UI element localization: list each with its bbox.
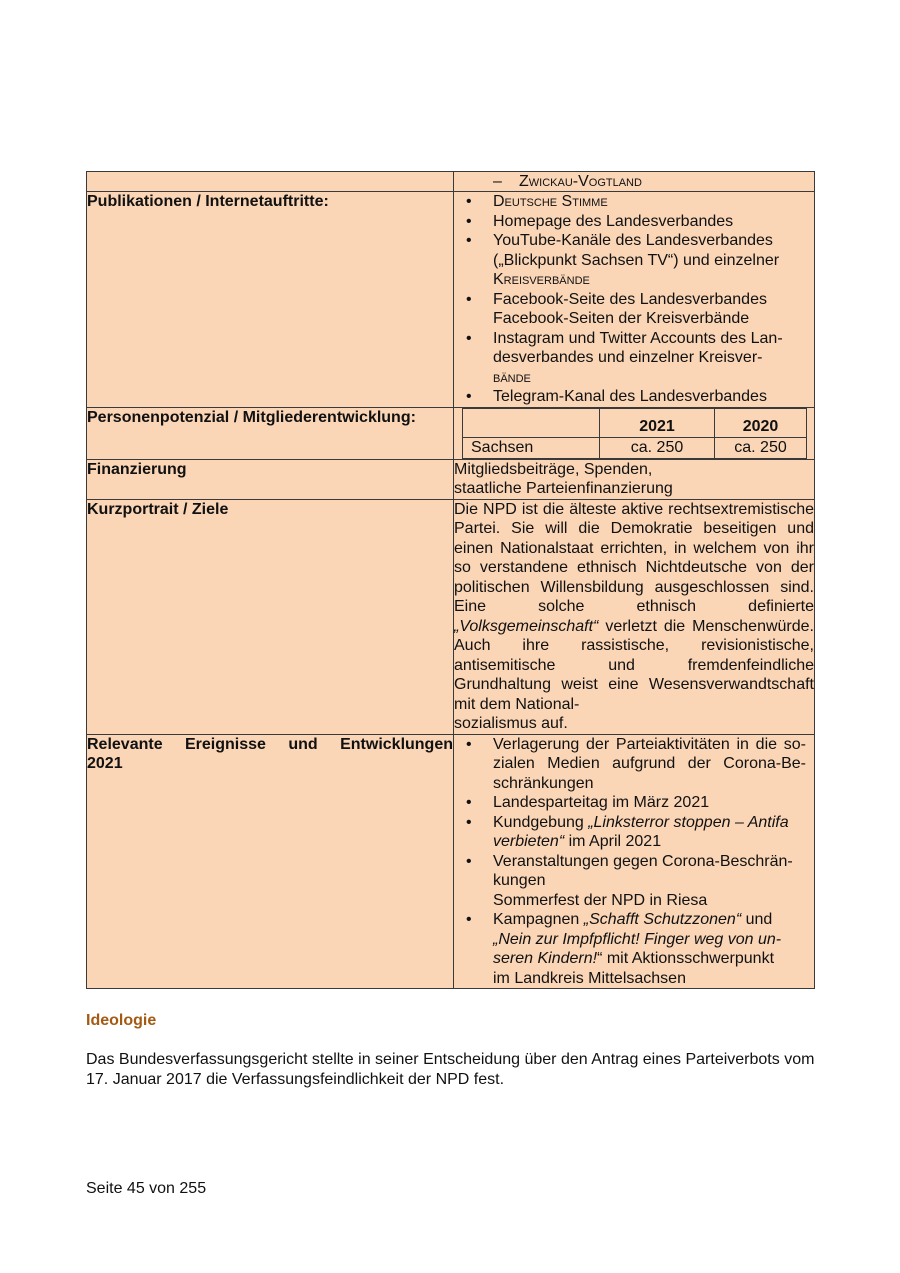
list-item-continuation: schränkungen <box>493 774 594 792</box>
list-item-continuation: („Blickpunkt Sachsen TV“) und einzelner <box>493 251 780 269</box>
value-cell: ca. 250 <box>600 437 715 458</box>
list-item: • Kampagnen „Schafft Schutzzonen“ und <box>462 910 806 930</box>
list-item: • Homepage des Landesverbandes <box>462 212 806 232</box>
year-header: 2021 <box>600 408 715 437</box>
table-row <box>87 499 815 734</box>
list-item-continuation: bände <box>493 368 531 386</box>
list-item: • Landesparteitag im März 2021 <box>462 793 806 813</box>
finanzierung-line: staatliche Parteienfinanzierung <box>454 480 673 497</box>
list-item-continuation: seren Kindern!“ mit Aktionsschwerpunkt <box>493 950 775 967</box>
kurzportrait-cell <box>454 499 815 734</box>
list-item-continuation: „Nein zur Impfpflicht! Finger weg von un- <box>493 930 782 948</box>
kurzportrait-text-end: sozialismus auf. <box>454 715 568 732</box>
table-row <box>463 437 807 458</box>
list-item-continuation: desverbandes und einzelner Kreisver- <box>493 349 763 366</box>
dash-marker: – <box>493 173 502 190</box>
list-item-continuation: verbieten“ im April 2021 <box>493 833 662 850</box>
list-item: • Telegram-Kanal des Landesverbandes <box>462 387 806 407</box>
kreisverband-cell <box>454 172 815 192</box>
list-item-continuation: im Landkreis Mittelsachsen <box>493 969 686 987</box>
kurzportrait-text: Die NPD ist die älteste aktive rechtsextremistische Partei. Sie will die Demokratie beseitigen und einen Nationalstaat errichten, in welchem von ihr so verstandene ethnisch Nichtdeutsche von der politischen Willensbildung ausgeschlossen sind. Eine solche ethnisch definierte „Volksgemeinschaft“ verletzt die Menschenwürde. Auch ihre rassistische, revisionistische, antisemitische und fremdenfeindliche Grundhaltung weist eine Wesensverwandtschaft mit dem National- <box>454 500 814 713</box>
empty-cell <box>87 172 454 192</box>
finanzierung-line: Mitgliedsbeiträge, Spenden, <box>454 460 653 478</box>
finanzierung-cell <box>454 459 815 499</box>
list-item-continuation: kungen <box>493 872 546 889</box>
table-row <box>87 459 815 499</box>
publikationen-cell <box>454 192 815 408</box>
table-row <box>87 407 815 459</box>
ereignisse-cell <box>454 734 815 989</box>
region-cell: Sachsen <box>463 437 600 458</box>
kurzportrait-label: Kurzportrait / Ziele <box>87 499 454 734</box>
list-item-continuation: zialen Medien aufgrund der Corona-Be- <box>493 755 806 772</box>
table-row <box>463 408 807 437</box>
npd-profile-table <box>86 171 815 989</box>
finanzierung-label: Finanzierung <box>87 459 454 499</box>
table-row <box>87 172 815 192</box>
list-item: • Facebook-Seite des Landesverbandes <box>462 290 806 310</box>
table-row <box>87 734 815 989</box>
list-item-continuation: Facebook-Seiten der Kreisverbände <box>493 310 750 327</box>
table-row <box>87 192 815 408</box>
list-item-continuation: Kreisverbände <box>493 271 590 288</box>
value-cell: ca. 250 <box>715 437 807 458</box>
kreisverband-name: Zwickau-Vogtland <box>519 173 642 190</box>
list-item: • Deutsche Stimme <box>462 192 806 212</box>
personen-label: Personenpotenzial / Mitgliederentwicklung: <box>87 407 454 459</box>
list-item: • Verlagerung der Parteiaktivitäten in die so- <box>462 735 806 755</box>
ereignisse-label: Relevante Ereignisse und Entwicklungen 2021 <box>87 734 454 989</box>
list-item: • YouTube-Kanäle des Landesverbandes <box>462 231 806 251</box>
list-item: • Veranstaltungen gegen Corona-Beschrän- <box>462 852 806 872</box>
year-header: 2020 <box>715 408 807 437</box>
section-heading: Ideologie <box>86 1012 157 1029</box>
membership-table <box>462 408 807 459</box>
page-number: Seite 45 von 255 <box>86 1180 207 1197</box>
personen-cell <box>454 407 815 459</box>
empty-header-cell <box>463 408 600 437</box>
body-paragraph: Das Bundesverfassungsgericht stellte in seiner Entscheidung über den Antrag eines Parteiverbots vom 17. Januar 2017 die Verfassungsfeindlichkeit der NPD fest. <box>86 1051 815 1088</box>
list-item-continuation: Sommerfest der NPD in Riesa <box>493 891 708 909</box>
list-item: • Instagram und Twitter Accounts des Lan- <box>462 329 806 349</box>
list-item: • Kundgebung „Linksterror stoppen – Antifa <box>462 813 806 833</box>
publikationen-label: Publikationen / Internetauftritte: <box>87 192 454 408</box>
